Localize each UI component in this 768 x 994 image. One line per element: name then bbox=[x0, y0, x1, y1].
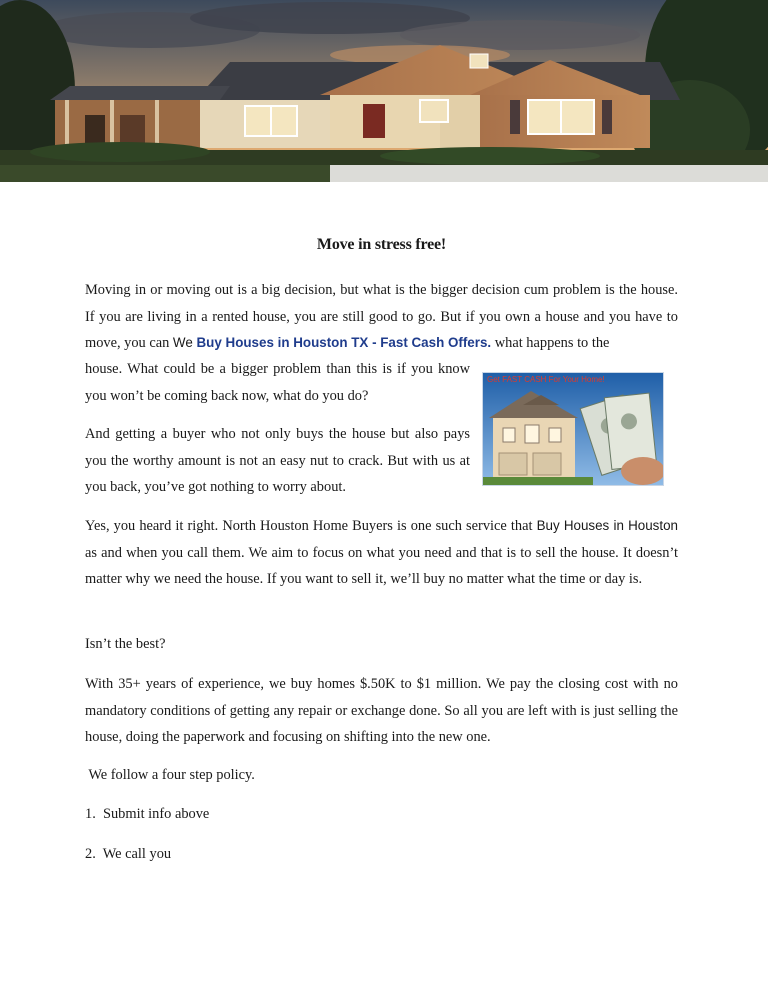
paragraph-service-text-a: Yes, you heard it right. North Houston Home Buyers is one such service that bbox=[85, 518, 537, 534]
house-illustration bbox=[0, 0, 768, 182]
paragraph-service bbox=[85, 513, 678, 593]
paragraph-intro bbox=[85, 277, 678, 357]
document-title: Move in stress free! bbox=[316, 236, 447, 253]
paragraph-service-text-b: as and when you call them. We aim to focus on what you need and that is to sell the house. It doesn’t matter why we need the house. If you want to sell it, we’ll buy no matter what the time or day is. bbox=[85, 544, 678, 587]
link-buy-houses-houston-tx[interactable]: Buy Houses in Houston TX - Fast Cash Offers. bbox=[196, 335, 492, 350]
link-buy-houses-in-houston[interactable]: Buy Houses in Houston bbox=[536, 518, 678, 533]
link-prefix: We bbox=[172, 335, 197, 350]
paragraph-question: Isn’t the best? bbox=[85, 636, 166, 652]
paragraph-policy: We follow a four step policy. bbox=[85, 767, 255, 783]
paragraph-buyer: And getting a buyer who not only buys the house but also pays you the worthy amount is not an easy nut to crack. But with us at you back, you’ve got nothing to worry about. bbox=[85, 426, 470, 495]
list-item: 2. We call you bbox=[85, 846, 172, 862]
paragraph-intro-text-b: what happens to the bbox=[491, 335, 610, 351]
header-house-image bbox=[0, 0, 768, 182]
list-item: 1. Submit info above bbox=[85, 806, 210, 822]
house-with-money-illustration bbox=[483, 373, 663, 485]
ad-caption: Get FAST CASH For Your Home! bbox=[487, 375, 605, 384]
fast-cash-ad-image bbox=[482, 372, 664, 486]
paragraph-intro-text-a: Moving in or moving out is a big decision, but what is the bigger decision cum problem is the house. If you are living in a rented house, you are still good to go. But if you own a house and you have to move, you can bbox=[85, 282, 678, 351]
paragraph-problem: house. What could be a bigger problem than this is if you know you won’t be coming back now, what do you do? bbox=[85, 361, 470, 404]
paragraph-experience: With 35+ years of experience, we buy homes $.50K to $1 million. We pay the closing cost with no mandatory conditions of getting any repair or exchange done. So all you are left with is just selling the house, doing the paperwork and focusing on shifting into the new one. bbox=[85, 676, 678, 745]
